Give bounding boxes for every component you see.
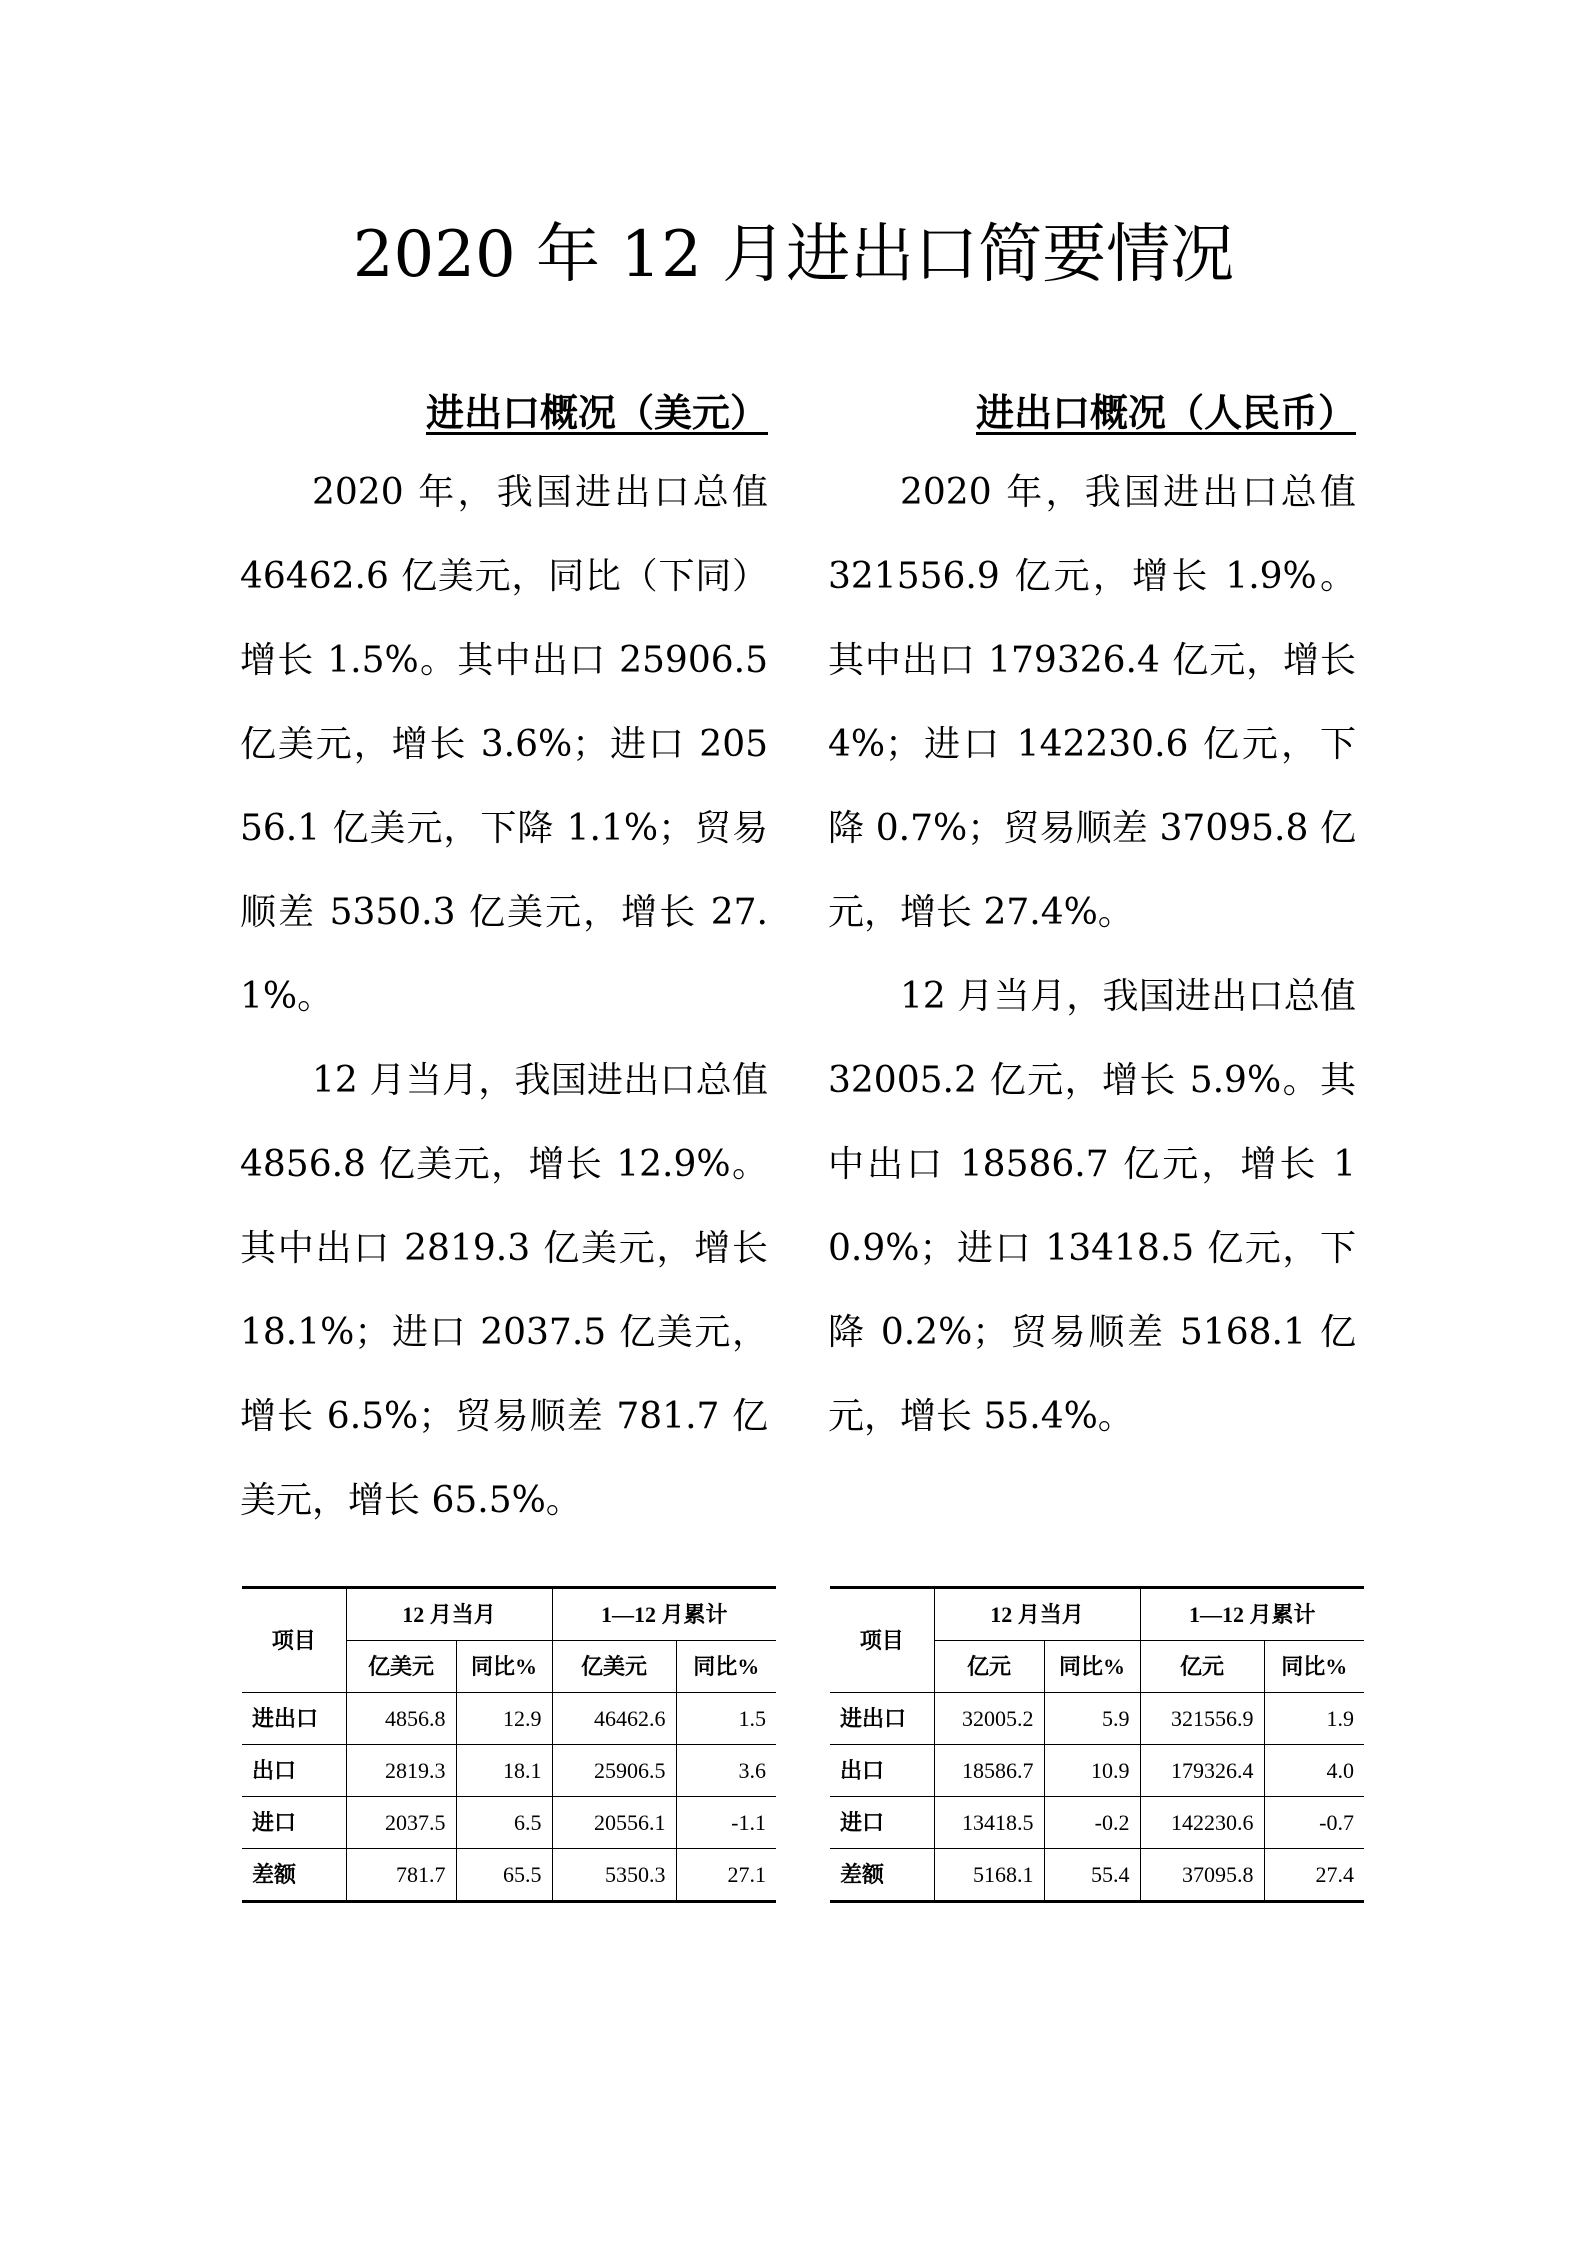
cell-month-yoy: 12.9 [456, 1693, 552, 1745]
cell-month-value: 781.7 [346, 1849, 456, 1902]
cell-ytd-value: 46462.6 [552, 1693, 676, 1745]
table-row [242, 1745, 776, 1797]
cell-month-yoy: 5.9 [1044, 1693, 1140, 1745]
cell-ytd-value: 37095.8 [1140, 1849, 1264, 1902]
table-header-row [830, 1588, 1364, 1641]
cell-month-value: 2037.5 [346, 1797, 456, 1849]
table-header-row [242, 1588, 776, 1641]
cell-month-value: 13418.5 [934, 1797, 1044, 1849]
row-label: 出口 [830, 1745, 934, 1797]
table-row [830, 1693, 1364, 1745]
cell-ytd-yoy: -0.7 [1264, 1797, 1364, 1849]
header-item: 项目 [242, 1588, 346, 1693]
table-row [830, 1745, 1364, 1797]
usd-paragraph-december: 12 月当月，我国进出口总值 4856.8 亿美元，增长 12.9%。其中出口 2819.3 亿美元，增长 18.1%；进口 2037.5 亿美元，增长 6.5%；贸易顺差 781.7 亿美元，增长 65.5%。 [240, 1060, 768, 1521]
rmb-paragraph-december: 12 月当月，我国进出口总值 32005.2 亿元，增长 5.9%。其中出口 18586.7 亿元，增长 10.9%；进口 13418.5 亿元，下降 0.2%；贸易顺差 5168.1 亿元，增长 55.4%。 [828, 976, 1356, 1437]
usd-summary-table [242, 1586, 776, 1903]
row-label: 进出口 [830, 1693, 934, 1745]
header-ytd-group: 1—12 月累计 [1140, 1588, 1364, 1641]
cell-ytd-yoy: 27.4 [1264, 1849, 1364, 1902]
rmb-heading: 进出口概况（人民币） [975, 390, 1356, 435]
cell-ytd-yoy: 1.9 [1264, 1693, 1364, 1745]
subheader-month-value: 亿元 [934, 1641, 1044, 1693]
cell-ytd-value: 321556.9 [1140, 1693, 1264, 1745]
subheader-month-value: 亿美元 [346, 1641, 456, 1693]
header-month-group: 12 月当月 [934, 1588, 1140, 1641]
cell-month-yoy: 65.5 [456, 1849, 552, 1902]
cell-ytd-value: 179326.4 [1140, 1745, 1264, 1797]
row-label: 进口 [242, 1797, 346, 1849]
row-label: 差额 [242, 1849, 346, 1902]
table-row [830, 1849, 1364, 1902]
cell-month-value: 32005.2 [934, 1693, 1044, 1745]
subheader-ytd-yoy: 同比% [676, 1641, 776, 1693]
cell-month-yoy: -0.2 [1044, 1797, 1140, 1849]
cell-month-yoy: 18.1 [456, 1745, 552, 1797]
header-item: 项目 [830, 1588, 934, 1693]
cell-month-value: 18586.7 [934, 1745, 1044, 1797]
cell-ytd-yoy: 4.0 [1264, 1745, 1364, 1797]
cell-ytd-yoy: 3.6 [676, 1745, 776, 1797]
cell-month-yoy: 10.9 [1044, 1745, 1140, 1797]
page-title: 2020 年 12 月进出口简要情况 [352, 218, 1235, 292]
table-row [242, 1693, 776, 1745]
subheader-ytd-yoy: 同比% [1264, 1641, 1364, 1693]
cell-month-yoy: 55.4 [1044, 1849, 1140, 1902]
rmb-column [828, 385, 1356, 1459]
row-label: 进口 [830, 1797, 934, 1849]
rmb-paragraph-annual: 2020 年，我国进出口总值 321556.9 亿元，增长 1.9%。其中出口 179326.4 亿元，增长 4%；进口 142230.6 亿元，下降 0.7%；贸易顺差 37095.8 亿元，增长 27.4%。 [828, 472, 1356, 933]
subheader-ytd-value: 亿美元 [552, 1641, 676, 1693]
cell-month-yoy: 6.5 [456, 1797, 552, 1849]
header-ytd-group: 1—12 月累计 [552, 1588, 776, 1641]
usd-paragraph-annual: 2020 年，我国进出口总值 46462.6 亿美元，同比（下同）增长 1.5%。其中出口 25906.5 亿美元，增长 3.6%；进口 20556.1 亿美元，下降 1.1%；贸易顺差 5350.3 亿美元，增长 27.1%。 [240, 472, 768, 1017]
row-label: 出口 [242, 1745, 346, 1797]
cell-ytd-value: 25906.5 [552, 1745, 676, 1797]
table-row [830, 1797, 1364, 1849]
subheader-month-yoy: 同比% [456, 1641, 552, 1693]
rmb-summary-table [830, 1586, 1364, 1903]
table-row [242, 1797, 776, 1849]
usd-column [240, 385, 768, 1543]
usd-heading: 进出口概况（美元） [425, 390, 768, 435]
header-month-group: 12 月当月 [346, 1588, 552, 1641]
subheader-month-yoy: 同比% [1044, 1641, 1140, 1693]
cell-ytd-yoy: -1.1 [676, 1797, 776, 1849]
row-label: 差额 [830, 1849, 934, 1902]
cell-ytd-value: 5350.3 [552, 1849, 676, 1902]
cell-ytd-value: 142230.6 [1140, 1797, 1264, 1849]
cell-month-value: 5168.1 [934, 1849, 1044, 1902]
cell-month-value: 2819.3 [346, 1745, 456, 1797]
cell-ytd-yoy: 27.1 [676, 1849, 776, 1902]
row-label: 进出口 [242, 1693, 346, 1745]
cell-ytd-value: 20556.1 [552, 1797, 676, 1849]
cell-month-value: 4856.8 [346, 1693, 456, 1745]
subheader-ytd-value: 亿元 [1140, 1641, 1264, 1693]
cell-ytd-yoy: 1.5 [676, 1693, 776, 1745]
table-row [242, 1849, 776, 1902]
